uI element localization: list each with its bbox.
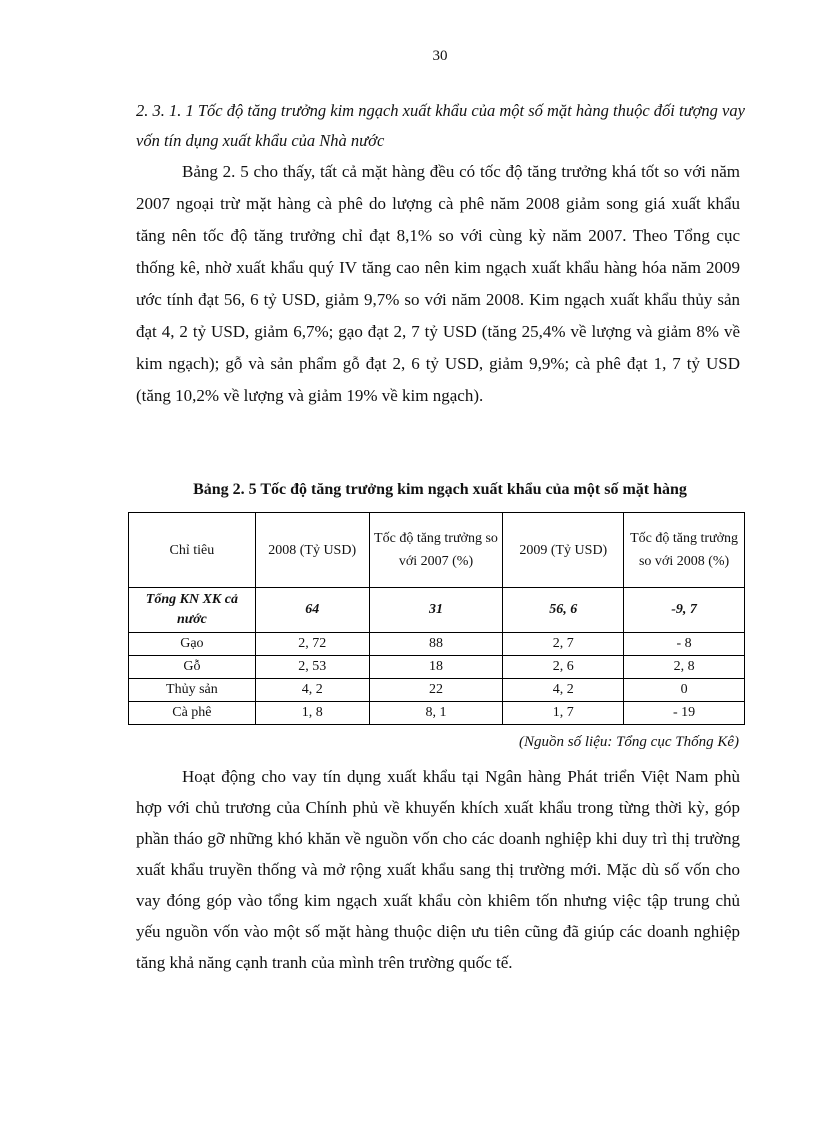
section-heading: 2. 3. 1. 1 Tốc độ tăng trưởng kim ngạch xuất khẩu của một số mặt hàng thuộc đối tượng vay vốn tín dụng xuất khẩu của Nhà nước	[136, 101, 745, 150]
header-indicator: Chỉ tiêu	[129, 513, 256, 588]
header-growth-2007: Tốc độ tăng trưởng so với 2007 (%)	[369, 513, 503, 588]
cell-growth-2008: 0	[624, 679, 745, 702]
cell-2009: 56, 6	[503, 588, 624, 633]
header-2009: 2009 (Tỷ USD)	[503, 513, 624, 588]
cell-2008: 4, 2	[255, 679, 369, 702]
table-row	[129, 702, 745, 725]
table-row	[129, 679, 745, 702]
cell-name: Cà phê	[129, 702, 256, 725]
paragraph-conclusion: Hoạt động cho vay tín dụng xuất khẩu tại Ngân hàng Phát triển Việt Nam phù hợp với chủ trương của Chính phủ về khuyến khích xuất khẩu trong từng thời kỳ, góp phần tháo gỡ những khó khăn về nguồn vốn cho các doanh nghiệp khi duy trì thị trường xuất khẩu truyền thống và mở rộng xuất khẩu sang thị trường mới. Mặc dù số vốn cho vay đóng góp vào tổng kim ngạch xuất khẩu còn khiêm tốn nhưng việc tập trung chủ yếu nguồn vốn vào một số mặt hàng thuộc diện ưu tiên cũng đã giúp các doanh nghiệp tăng khả năng cạnh tranh của mình trên trường quốc tế.	[136, 767, 740, 972]
cell-growth-2008: - 8	[624, 633, 745, 656]
cell-growth-2007: 31	[369, 588, 503, 633]
cell-name: Gạo	[129, 633, 256, 656]
table-row	[129, 633, 745, 656]
cell-growth-2007: 22	[369, 679, 503, 702]
cell-2009: 2, 7	[503, 633, 624, 656]
cell-name: Thủy sản	[129, 679, 256, 702]
table-source: (Nguồn số liệu: Tổng cục Thống Kê)	[519, 734, 739, 750]
cell-2009: 1, 7	[503, 702, 624, 725]
table-row-total	[129, 588, 745, 633]
paragraph-intro: Bảng 2. 5 cho thấy, tất cả mặt hàng đều có tốc độ tăng trưởng khá tốt so với năm 2007 ngoại trừ mặt hàng cà phê do lượng cà phê năm 2008 giảm song giá xuất khẩu tăng nên tốc độ tăng trưởng chỉ đạt 8,1% so với cùng kỳ năm 2007. Theo Tổng cục thống kê, nhờ xuất khẩu quý IV tăng cao nên kim ngạch xuất khẩu hàng hóa năm 2009 ước tính đạt 56, 6 tỷ USD, giảm 9,7% so với năm 2008. Kim ngạch xuất khẩu thủy sản đạt 4, 2 tỷ USD, giảm 6,7%; gạo đạt 2, 7 tỷ USD (tăng 25,4% về lượng và giảm 8% về kim ngạch); gỗ và sản phẩm gỗ đạt 2, 6 tỷ USD, giảm 9,9%; cà phê đạt 1, 7 tỷ USD (tăng 10,2% về lượng và giảm 19% về kim ngạch).	[136, 162, 740, 405]
page-number: 30	[432, 48, 448, 64]
table-row	[129, 656, 745, 679]
cell-2008: 2, 72	[255, 633, 369, 656]
cell-name: Gỗ	[129, 656, 256, 679]
cell-2009: 2, 6	[503, 656, 624, 679]
table-header-row	[129, 513, 745, 588]
cell-growth-2008: 2, 8	[624, 656, 745, 679]
cell-growth-2007: 88	[369, 633, 503, 656]
table-caption: Bảng 2. 5 Tốc độ tăng trưởng kim ngạch xuất khẩu của một số mặt hàng	[193, 481, 687, 498]
cell-name: Tổng KN XK cả nước	[129, 588, 256, 633]
cell-2009: 4, 2	[503, 679, 624, 702]
header-growth-2008: Tốc độ tăng trưởng so với 2008 (%)	[624, 513, 745, 588]
cell-2008: 2, 53	[255, 656, 369, 679]
cell-2008: 64	[255, 588, 369, 633]
cell-growth-2008: - 19	[624, 702, 745, 725]
cell-growth-2007: 8, 1	[369, 702, 503, 725]
cell-growth-2007: 18	[369, 656, 503, 679]
cell-growth-2008: -9, 7	[624, 588, 745, 633]
export-growth-table	[128, 512, 745, 725]
header-2008: 2008 (Tỷ USD)	[255, 513, 369, 588]
cell-2008: 1, 8	[255, 702, 369, 725]
